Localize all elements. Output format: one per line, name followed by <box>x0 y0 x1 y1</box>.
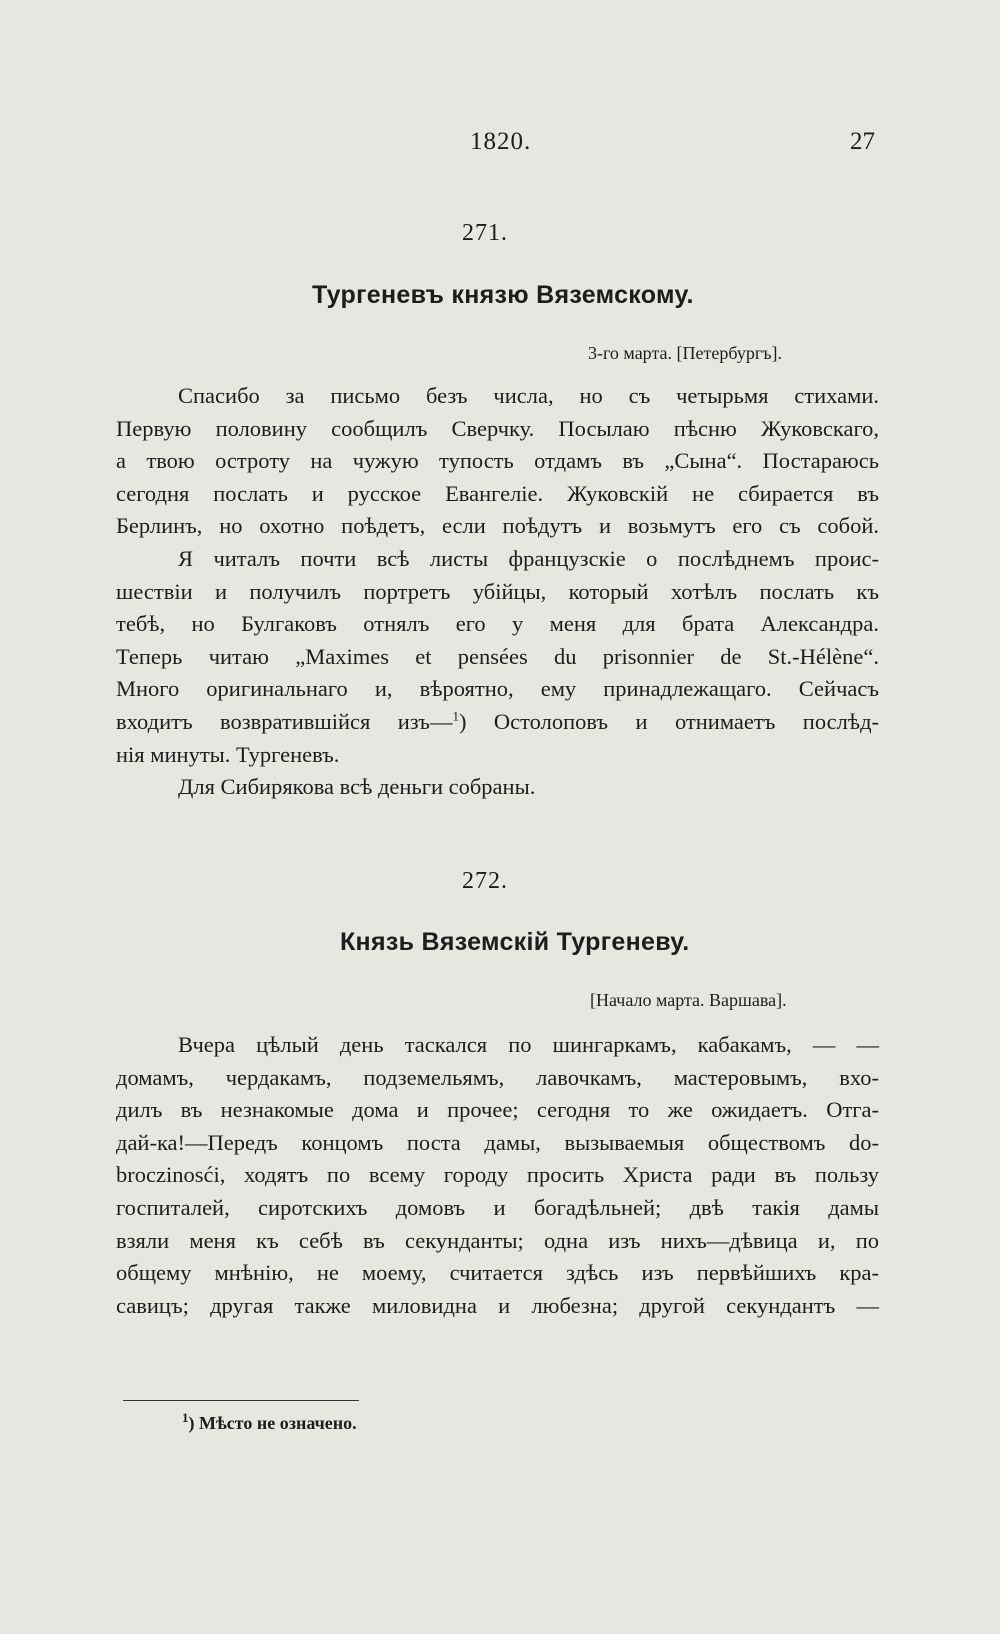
footnote <box>182 1410 357 1434</box>
text-line: госпиталей, сиротскихъ домовъ и богадѣльней; двѣ такія дамы <box>116 1194 879 1220</box>
text-line: Первую половину сообщилъ Сверчку. Посылаю пѣсню Жуковскаго, <box>116 415 879 441</box>
line-text: входитъ возвратившійся изъ— <box>116 708 453 734</box>
text-line: общему мнѣнію, не моему, считается здѣсь изъ первѣйшихъ кра- <box>116 1260 879 1286</box>
footnote-text: ) Мѣсто не означено. <box>188 1413 357 1433</box>
text-line-with-footnote <box>116 706 879 739</box>
text-line: шествіи и получилъ портретъ убійцы, который хотѣлъ послать къ <box>116 578 879 604</box>
footnote-divider <box>123 1400 359 1401</box>
footnote-marker: 1 <box>182 1410 189 1425</box>
letter-number: 272. <box>462 868 508 894</box>
text-line: домамъ, чердакамъ, подземельямъ, лавочкамъ, мастеровымъ, вхо- <box>116 1064 879 1090</box>
footnote-reference: 1 <box>452 708 459 724</box>
letter-heading: Князь Вяземскій Тургеневу. <box>340 928 690 956</box>
text-line: Берлинъ, но охотно поѣдетъ, если поѣдутъ и возьмутъ его съ собой. <box>116 513 879 539</box>
letter-body <box>116 1029 879 1322</box>
text-line: дилъ въ незнакомые дома и прочее; сегодня то же ожидаетъ. Отга- <box>116 1097 879 1123</box>
text-line: нія минуты. Тургеневъ. <box>116 741 340 767</box>
text-line: а твою остроту на чужую тупость отдамъ въ „Сына“. Постараюсь <box>116 448 879 474</box>
text-line: дай-ка!—Передъ концомъ поста дамы, вызываемыя обществомъ do- <box>116 1129 879 1155</box>
running-header-year: 1820. <box>470 128 532 155</box>
text-line: Теперь читаю „Maximes et pensées du prisonnier de St.-Hélène“. <box>116 643 879 669</box>
text-line: broczinosći, ходятъ по всему городу просить Христа ради въ пользу <box>116 1162 879 1188</box>
letter-dateline: [Начало марта. Варшава]. <box>590 990 787 1010</box>
text-line: Вчера цѣлый день таскался по шингаркамъ, кабакамъ, — — <box>178 1032 879 1057</box>
text-line: взяли меня къ себѣ въ секунданты; одна изъ нихъ—дѣвица и, по <box>116 1227 879 1253</box>
text-line: Я читалъ почти всѣ листы французскіе о послѣднемъ проис- <box>178 545 879 571</box>
text-line: Много оригинальнаго и, вѣроятно, ему принадлежащаго. Сейчасъ <box>116 676 879 702</box>
text-line: Для Сибирякова всѣ деньги собраны. <box>178 774 536 800</box>
letter-body <box>116 380 879 804</box>
text-line: Спасибо за письмо безъ числа, но съ четырьмя стихами. <box>178 383 879 408</box>
text-line: савицъ; другая также миловидна и любезна; другой секундантъ — <box>116 1292 879 1318</box>
letter-number: 271. <box>462 220 508 246</box>
page-number: 27 <box>850 128 875 155</box>
text-line: тебѣ, но Булгаковъ отнялъ его у меня для брата Александра. <box>116 611 879 637</box>
letter-dateline: 3-го марта. [Петербургъ]. <box>588 343 783 363</box>
letter-heading: Тургеневъ князю Вяземскому. <box>312 281 694 309</box>
line-text: ) Остолоповъ и отнимаетъ послѣд- <box>458 708 880 734</box>
text-line: сегодня послать и русское Евангеліе. Жуковскій не сбирается въ <box>116 480 879 506</box>
